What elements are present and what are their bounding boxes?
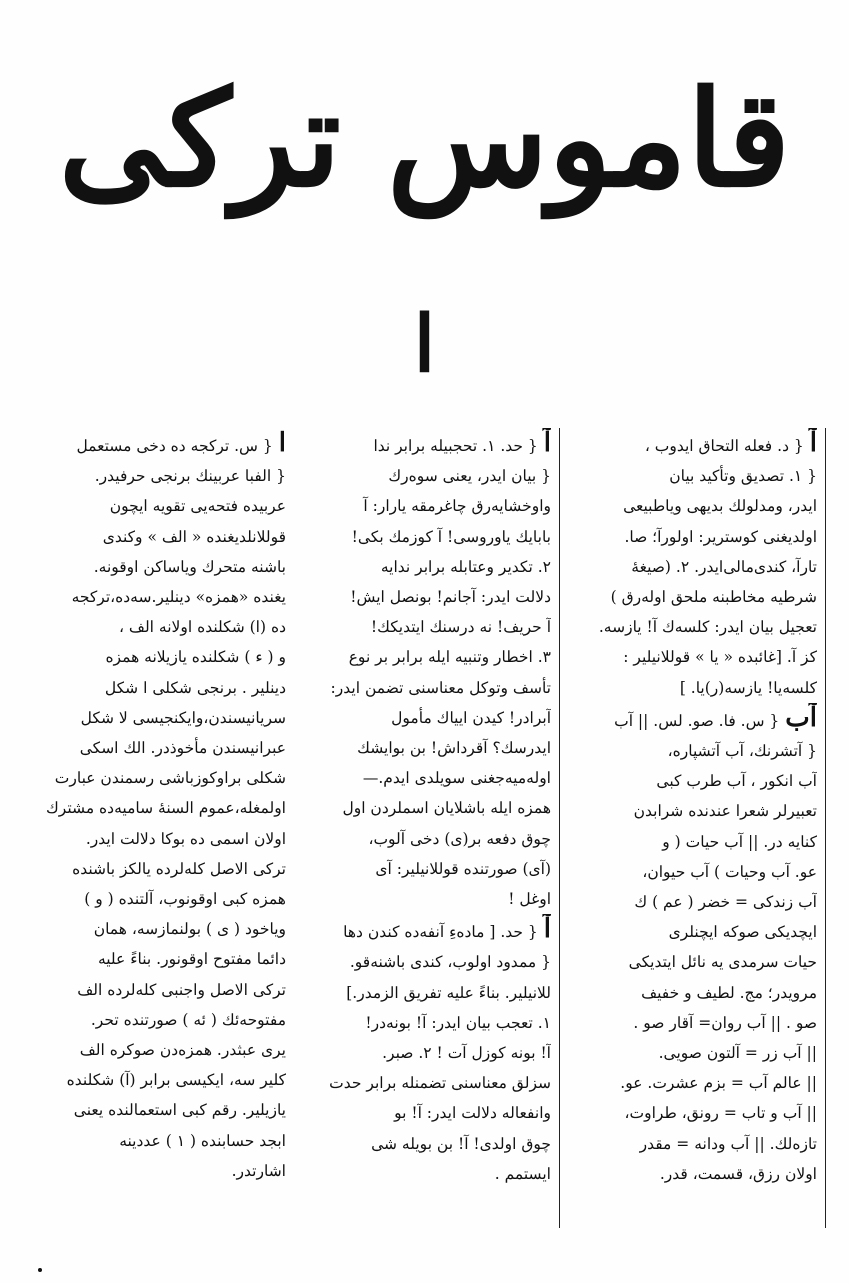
entry-text: دلالت ايدر: آجانم! بونصل ايش! [350,588,551,607]
entry-line [302,552,551,582]
entry-text: اولديغنى كوسترير: اولورآ؛ صا. [624,527,817,546]
entry-text: شكلى براوكوزباشى رسمندن عبارت [54,769,286,788]
entry-line [568,491,817,521]
entry-text: اوغل ! [508,890,551,909]
entry-line [302,947,551,977]
entry-line [568,642,817,672]
entry-text: اشارتدر. [231,1161,286,1180]
entry-line [302,978,551,1008]
entry-line [568,978,817,1008]
entry-text: حيات سرمدى يه نائل ايتديكى [628,953,817,972]
entry-line [36,884,286,914]
entry-text: قوللانلديغنده « الف » وكندى [102,527,286,546]
entry-line [568,736,817,766]
entry-line [36,552,286,582]
entry-line [302,461,551,491]
entry-text: اولان رزق، قسمت، قدر. [659,1164,817,1183]
entry-text: مفتوحه‌ئك ( ئه ) صورتنده تحر. [90,1010,286,1029]
entry-text: سريانيسندن،وايكنجيسى لا شكل [80,708,286,727]
entry-text: تعبيرلر شعرا عندنده شرابدن [633,802,817,821]
dictionary-entry [302,914,551,1189]
entry-text: دائما مفتوح اوقونور. بناءً عليه [97,950,286,969]
entry-headword: آ [543,914,551,945]
entry-line [568,612,817,642]
entry-line [302,824,551,854]
entry-text: (آى) صورتنده قوللانيلير: آى [375,859,551,878]
entry-text: اوله‌ميه‌جغنى سويلدى ايدم.— [362,769,551,788]
page-mark [38,1268,42,1272]
entry-text: آ! بونه كوزل آت ! ٢. صبر. [382,1044,551,1063]
entry-line [36,1126,286,1156]
entry-line [36,703,286,733]
entry-text: || آب زر = آلتون صويى. [658,1044,817,1063]
entry-line [568,428,817,461]
entry-text: عو. آب وحيات ) آب حيوان، [642,862,817,881]
entry-text: { حد. [ ماده‌ءِ آنفه‌ده كندن دها [343,923,538,942]
entry-text: اولان اسمى ده بوكا دلالت ايدر. [85,829,286,848]
entry-text: { بيان ايدر، يعنى سوه‌رك [388,467,551,486]
entry-text: اولمغله،عموم السنهٔ ساميه‌ده مشترك [46,799,286,818]
entry-line [302,428,551,461]
entry-line [568,552,817,582]
entry-line [302,582,551,612]
entry-line [302,642,551,672]
entry-line [568,1159,817,1189]
entry-line [568,1038,817,1068]
dictionary-entry [302,428,551,914]
entry-text: وانفعاله دلالت ايدر: آ! بو [394,1104,551,1123]
entry-text: ٣. اخطار وتنبيه ايله برابر بر نوع [348,648,551,667]
entry-line [36,1005,286,1035]
entry-text: { حد. ١. تحجبيله برابر ندا [373,437,538,455]
entry-text: { د. فعله التحاق ايدوب ، [644,437,804,455]
entry-line [302,1129,551,1159]
entry-line [36,461,286,491]
entry-text: ابجد حسابنده ( ١ ) عددينه [119,1131,286,1150]
entry-line [36,975,286,1005]
entry-text: ٢. تكدير وعتابله برابر ندايه [380,557,551,576]
page-title: قاموس تركى [58,62,791,217]
entry-line [36,914,286,944]
entry-text: { آتشرنك، آب آتشپاره، [667,742,817,761]
entry-text: { ممدود اولوب، كندى باشنه‌قو. [349,953,551,972]
entry-text: يازيلير. رقم كبى استعمالنده يعنى [73,1101,286,1120]
entry-text: باشنه متحرك وياساكن اوقونه. [93,557,286,576]
entry-line [36,1156,286,1186]
entry-text: ايستمم . [494,1164,551,1183]
entry-text: تركى الاصل كله‌لرده يالكز باشنده [72,859,286,878]
entry-line [302,793,551,823]
entry-line [568,1008,817,1038]
entry-line [302,1098,551,1128]
entry-text: كنايه در. || آب حيات ( و [662,832,817,851]
entry-text: || آب و تاب = رونق، طراوت، [624,1104,817,1123]
entry-text: كز آ. [غائبده « يا » قوللانيلير : [623,648,817,667]
entry-line [568,796,817,826]
entry-text: آب انكور ، آب طرب كبى [656,772,817,791]
entry-headword: آ [543,428,551,458]
entry-line [302,854,551,884]
dictionary-entry [568,428,817,703]
entry-text: عبرانيسندن مأخوذدر. الك اسكى [79,739,286,758]
entry-line [568,582,817,612]
entry-text: عربيده فتحه‌يى تقويه ايچون [109,497,286,516]
entry-line [36,1035,286,1065]
entry-text: چوق دفعه بر(ى) دخى آلوب، [368,829,551,848]
entry-headword: ا [278,428,286,458]
entry-text: كلير سه، ايكيسى برابر (آ) شكلنده [66,1071,286,1090]
entry-line [36,582,286,612]
entry-line [568,1098,817,1128]
column-3 [560,428,826,1228]
entry-line [302,1008,551,1038]
entry-line [302,733,551,763]
entry-line [36,793,286,823]
entry-headword: آ [809,428,817,458]
entry-text: { الفبا عربينك برنجى حرفيدر. [94,467,286,486]
entry-text: صو . || آب روان= آقار صو . [633,1013,817,1032]
entry-text: وياخود ( ى ) بولنمازسه، همان [93,920,286,939]
entry-line [568,857,817,887]
entry-line [36,824,286,854]
entry-text: للانيلير. بناءً عليه تفريق الزمدر.] [346,983,551,1002]
entry-line [36,612,286,642]
entry-line [568,766,817,796]
entry-text: بابا‌يك ياوروسى! آ كوزمك بكى! [351,527,551,546]
entry-line [302,612,551,642]
entry-text: واوخشايه‌رق چاغرمقه يارار: آ [363,497,551,516]
entry-line [36,854,286,884]
entry-text: ده (ا) شكلنده اولانه الف ، [118,618,286,637]
entry-text: تأسف وتوكل معناسنى تضمن ايدر: [330,678,551,697]
entry-line [568,827,817,857]
dictionary-entry [568,703,817,1189]
column-2 [294,428,560,1228]
entry-text: ايدر، ومدلولك بديهى وياطبيعى [623,497,817,516]
entry-line [568,947,817,977]
entry-text: تازه‌لك. || آب ودانه = مقدر [639,1134,817,1153]
entry-line [302,1038,551,1068]
entry-text: و ( ء ) شكلنده يازيلانه همزه [105,648,286,667]
entry-text: شرطيه مخاطبنه ملحق اوله‌رق ) [610,588,817,607]
entry-line [568,1068,817,1098]
entry-text: سزلق معناسنى تضمنله برابر حدت [329,1074,551,1093]
entry-text: يرى عبثدر. همزه‌دن صوكره الف [79,1041,286,1060]
entry-line [302,703,551,733]
entry-line [36,1095,286,1125]
entry-line [302,673,551,703]
entry-line [568,917,817,947]
entry-headword: آب [785,702,817,733]
entry-line [36,428,286,461]
entry-text: كلسه‌يا! يازسه‌(ر)يا. ] [679,678,817,697]
entry-text: همزه ايله باشلايان اسملردن اول [342,799,551,818]
entry-text: مرويدر؛ مج. لطيف و خفيف [641,983,817,1002]
column-1 [28,428,294,1228]
entry-text: چوق اولدى! آ! بن بويله شى [371,1134,551,1153]
entry-text: ايچديكى صوكه ايچنلرى [668,923,817,942]
entry-line [36,522,286,552]
entry-line [36,1065,286,1095]
entry-text: تركى الاصل واجنبى كله‌لرده الف [77,980,286,999]
entry-line [302,884,551,914]
entry-text: همزه كبى اوقونوب، آلتنده ( و ) [84,890,286,909]
entry-text: آ حريف! نه درسنك ايتديكك! [370,618,551,637]
entry-line [568,461,817,491]
entry-line [36,733,286,763]
entry-line [568,887,817,917]
entry-line [568,522,817,552]
entry-text: { س. فا. صو. لس. || آب [614,711,780,730]
entry-text: { ١. تصديق وتأكيد بيان [669,467,817,486]
entry-text: ايدرسك؟ آقرداش! بن بوايشك [357,739,551,758]
entry-line [36,491,286,521]
entry-text: آبرادر! كيدن ايياك مأمول [391,708,551,727]
entry-line [568,703,817,736]
entry-text: || عالم آب = بزم عشرت. عو. [620,1074,817,1093]
entry-line [36,944,286,974]
entry-line [302,491,551,521]
entry-text: تعجيل بيان ايدر: كلسه‌ك آ! يازسه. [598,618,817,637]
entry-line [302,1159,551,1189]
entry-line [36,673,286,703]
entry-text: دينلير . برنجى شكلى ا شكل [104,678,286,697]
entry-text: آب زندكى = خضر ( عم ) ك [634,893,817,912]
entry-text: { س. تركجه ده دخى مستعمل [76,437,273,455]
entry-line [568,673,817,703]
entry-line [302,1068,551,1098]
section-letter: ا [413,299,436,390]
entry-line [302,914,551,947]
dictionary-columns [28,428,828,1228]
entry-text: يغنده «همزه» دينلير.سه‌ده،تركجه [71,588,286,607]
entry-line [36,763,286,793]
dictionary-entry [36,428,286,1186]
entry-line [302,763,551,793]
entry-line [568,1129,817,1159]
entry-line [36,642,286,672]
entry-line [302,522,551,552]
entry-text: ١. تعجب بيان ايدر: آ! بونه‌در! [365,1013,551,1032]
entry-text: تارآ، كندى‌مالى‌ايدر. ٢. (صيغهٔ [631,557,817,576]
